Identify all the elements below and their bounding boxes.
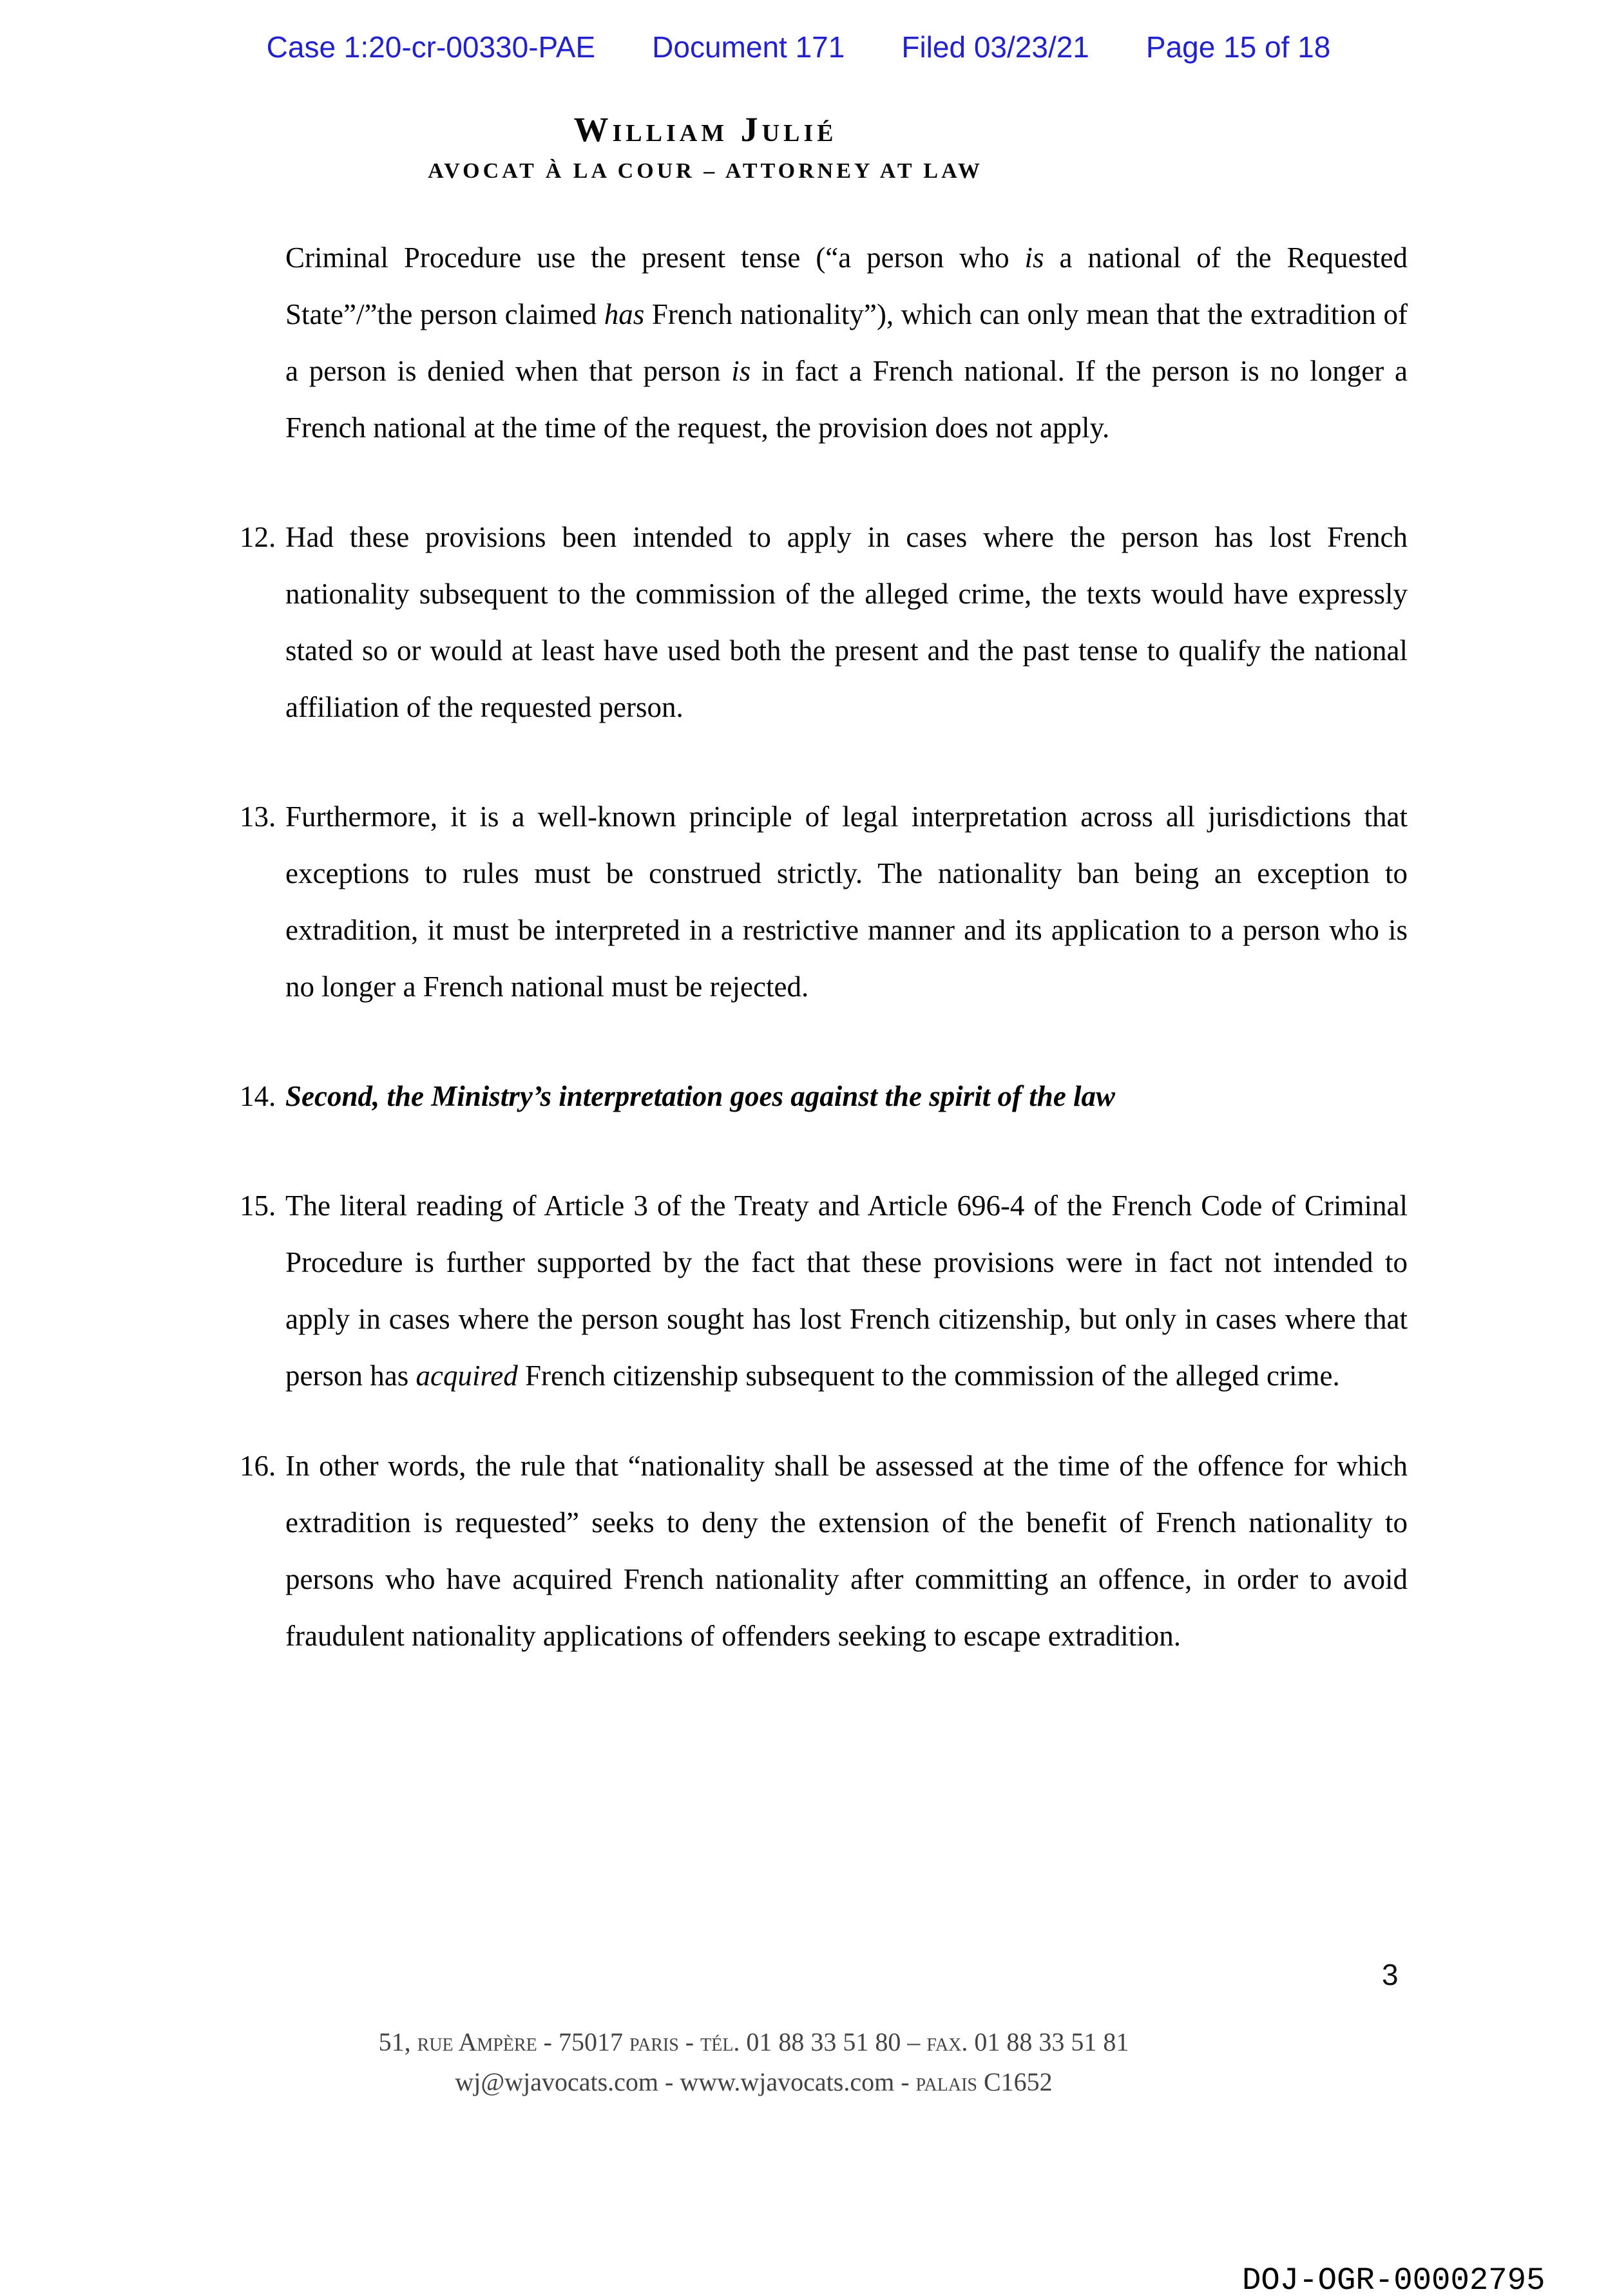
page-x-of-y: Page 15 of 18 — [1145, 30, 1331, 64]
paragraph — [240, 1437, 1408, 1664]
footer-address-line: 51, rue Ampère - 75017 paris - tél. 01 88 33 51 80 – fax. 01 88 33 51 81 — [378, 2027, 1129, 2056]
letterhead-name: William Julié — [573, 110, 837, 149]
paragraph-number: 12. — [240, 521, 276, 553]
filed-date: Filed 03/23/21 — [901, 30, 1089, 64]
paragraph — [240, 509, 1408, 735]
bates-stamp: DOJ-OGR-00002795 — [1242, 2263, 1545, 2296]
paragraph — [240, 1177, 1408, 1404]
footer-contact-line — [0, 2062, 1507, 2102]
letterhead-footer — [0, 2022, 1507, 2102]
paragraph-text: The literal reading of Article 3 of the Treaty and Article 696-4 of the French Code of Criminal Procedure is further supported by the fact that these provisions were in fact not intended to apply in cases where the person sought has lost French citizenship, but only in cases where that person has acquired French citizenship subsequent to the commission of the alleged crime. — [285, 1190, 1408, 1392]
paragraph-text: Criminal Procedure use the present tense (“a person who is a national of the Requested State”/”the person claimed has French nationality”), which can only mean that the extradition of a person is denied when that person is in fact a French national. If the person is no longer a French national at the time of the request, the provision does not apply. — [285, 242, 1408, 444]
paragraph-number: 13. — [240, 801, 276, 833]
paragraph-text: Second, the Ministry’s interpretation goes against the spirit of the law — [285, 1080, 1116, 1112]
document-body — [240, 229, 1408, 1717]
case-number: Case 1:20-cr-00330-PAE — [266, 30, 596, 64]
paragraph-text: In other words, the rule that “nationality shall be assessed at the time of the offence for which extradition is requested” seeks to deny the extension of the benefit of French nationality to persons who have acquired French nationality after committing an offence, in order to avoid fraudulent nationality applications of offenders seeking to escape extradition. — [285, 1450, 1408, 1652]
page-number: 3 — [1382, 1958, 1399, 1991]
paragraph-number: 15. — [240, 1190, 276, 1222]
paragraph-number: 14. — [240, 1080, 276, 1112]
paragraph-heading — [240, 1068, 1408, 1124]
document-number: Document 171 — [652, 30, 845, 64]
paragraph — [240, 229, 1408, 456]
letterhead-subtitle: AVOCAT À LA COUR – ATTORNEY AT LAW — [428, 159, 983, 183]
ecf-header — [0, 31, 1597, 63]
paragraph-text: Had these provisions been intended to apply in cases where the person has lost French nationality subsequent to the commission of the alleged crime, the texts would have expressly stated so or would at least have used both the present and the past tense to qualify the national affiliation of the requested person. — [285, 521, 1408, 723]
footer-web-email: wj@wjavocats.com - www.wjavocats.com - — [455, 2067, 916, 2096]
paragraph — [240, 788, 1408, 1015]
paragraph-number: 16. — [240, 1450, 276, 1482]
paragraph-text: Furthermore, it is a well-known principle of legal interpretation across all jurisdictions that exceptions to rules must be construed strictly. The nationality ban being an exception to extradition, it must be interpreted in a restrictive manner and its application to a person who is no longer a French national must be rejected. — [285, 801, 1408, 1003]
footer-palais: palais C1652 — [915, 2067, 1053, 2096]
